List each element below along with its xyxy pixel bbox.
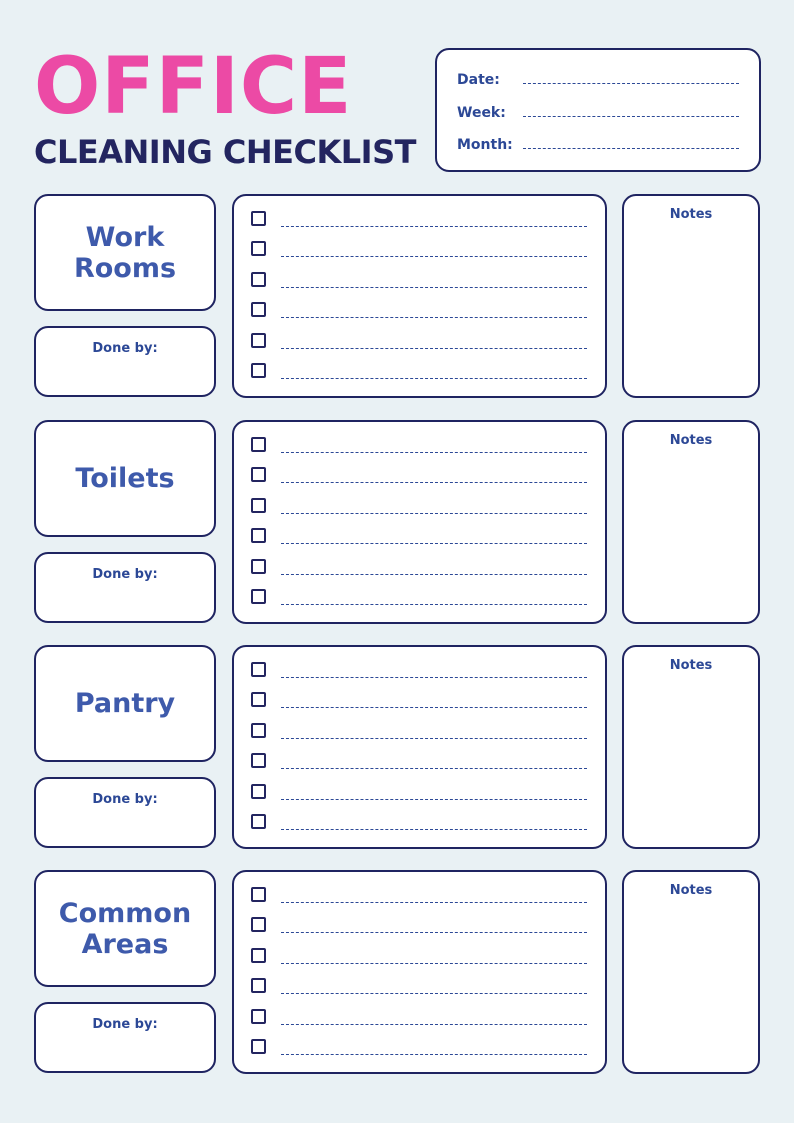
notes-label: Notes <box>669 883 713 898</box>
checklist-item[interactable] <box>251 917 587 933</box>
notes-label: Notes <box>669 433 713 448</box>
checkbox[interactable] <box>251 241 266 256</box>
write-line <box>281 799 587 800</box>
done-by-label: Done by: <box>92 1017 158 1032</box>
write-line <box>281 677 587 678</box>
done-by-label: Done by: <box>92 567 158 582</box>
write-line <box>281 738 587 739</box>
checkbox[interactable] <box>251 784 266 799</box>
write-line <box>281 932 587 933</box>
month-label: Month: <box>457 137 513 153</box>
checklist-item[interactable] <box>251 662 587 678</box>
section-pantry <box>0 645 794 849</box>
checkbox[interactable] <box>251 887 266 902</box>
write-line <box>281 963 587 964</box>
checklist-item[interactable] <box>251 948 587 964</box>
done-by-label: Done by: <box>92 792 158 807</box>
checkbox[interactable] <box>251 467 266 482</box>
section-name: Work Rooms <box>73 221 177 284</box>
checklist-item[interactable] <box>251 784 587 800</box>
write-line <box>281 317 587 318</box>
checklist-item[interactable] <box>251 589 587 605</box>
notes-label: Notes <box>669 658 713 673</box>
checklist-item[interactable] <box>251 753 587 769</box>
section-name: Toilets <box>75 463 175 494</box>
checkbox[interactable] <box>251 662 266 677</box>
checklist-item[interactable] <box>251 467 587 483</box>
checkbox[interactable] <box>251 589 266 604</box>
write-line <box>281 1024 587 1025</box>
checklist-item[interactable] <box>251 333 587 349</box>
date-label: Date: <box>457 72 500 88</box>
checkbox[interactable] <box>251 302 266 317</box>
write-line <box>281 574 587 575</box>
section-name-box <box>34 870 216 987</box>
checklist-item[interactable] <box>251 559 587 575</box>
checkbox[interactable] <box>251 917 266 932</box>
write-line <box>281 707 587 708</box>
checkbox[interactable] <box>251 272 266 287</box>
section-name-box <box>34 194 216 311</box>
notes-field[interactable] <box>622 194 760 398</box>
section-name: Common Areas <box>58 897 192 960</box>
write-line <box>281 993 587 994</box>
checkbox[interactable] <box>251 753 266 768</box>
checkbox[interactable] <box>251 333 266 348</box>
checklist-item[interactable] <box>251 692 587 708</box>
checkbox[interactable] <box>251 437 266 452</box>
section-name-box <box>34 420 216 537</box>
checklist-item[interactable] <box>251 211 587 227</box>
notes-field[interactable] <box>622 420 760 624</box>
week-line <box>523 116 739 117</box>
month-field[interactable] <box>457 133 739 153</box>
write-line <box>281 452 587 453</box>
checkbox[interactable] <box>251 948 266 963</box>
checklist-box <box>232 194 607 398</box>
checklist-item[interactable] <box>251 241 587 257</box>
checklist-item[interactable] <box>251 978 587 994</box>
checklist-item[interactable] <box>251 1009 587 1025</box>
checklist-item[interactable] <box>251 814 587 830</box>
checklist-item[interactable] <box>251 887 587 903</box>
done-by-field[interactable] <box>34 1002 216 1073</box>
checkbox[interactable] <box>251 814 266 829</box>
write-line <box>281 256 587 257</box>
checklist-box <box>232 645 607 849</box>
write-line <box>281 226 587 227</box>
done-by-field[interactable] <box>34 777 216 848</box>
write-line <box>281 1054 587 1055</box>
checklist-box <box>232 420 607 624</box>
checklist-item[interactable] <box>251 1039 587 1055</box>
write-line <box>281 378 587 379</box>
section-name: Pantry <box>74 688 176 719</box>
notes-label: Notes <box>669 207 713 222</box>
date-line <box>523 83 739 84</box>
page-title: OFFICE <box>34 42 353 132</box>
write-line <box>281 287 587 288</box>
section-common-areas <box>0 870 794 1074</box>
checkbox[interactable] <box>251 1039 266 1054</box>
write-line <box>281 604 587 605</box>
write-line <box>281 768 587 769</box>
section-work-rooms <box>0 194 794 398</box>
date-field[interactable] <box>457 68 739 88</box>
week-field[interactable] <box>457 101 739 121</box>
write-line <box>281 348 587 349</box>
checklist-item[interactable] <box>251 437 587 453</box>
section-name-box <box>34 645 216 762</box>
checkbox[interactable] <box>251 723 266 738</box>
checklist-box <box>232 870 607 1074</box>
write-line <box>281 482 587 483</box>
checklist-item[interactable] <box>251 272 587 288</box>
week-label: Week: <box>457 105 506 121</box>
month-line <box>523 148 739 149</box>
checkbox[interactable] <box>251 528 266 543</box>
checkbox[interactable] <box>251 498 266 513</box>
done-by-field[interactable] <box>34 552 216 623</box>
checklist-item[interactable] <box>251 363 587 379</box>
checkbox[interactable] <box>251 1009 266 1024</box>
write-line <box>281 513 587 514</box>
checklist-item[interactable] <box>251 498 587 514</box>
page-subtitle: CLEANING CHECKLIST <box>34 133 416 171</box>
checklist-item[interactable] <box>251 528 587 544</box>
write-line <box>281 829 587 830</box>
notes-field[interactable] <box>622 870 760 1074</box>
section-toilets <box>0 420 794 624</box>
write-line <box>281 543 587 544</box>
checkbox[interactable] <box>251 211 266 226</box>
checkbox[interactable] <box>251 559 266 574</box>
date-box <box>435 48 761 172</box>
write-line <box>281 902 587 903</box>
done-by-label: Done by: <box>92 341 158 356</box>
checklist-item[interactable] <box>251 723 587 739</box>
checkbox[interactable] <box>251 363 266 378</box>
done-by-field[interactable] <box>34 326 216 397</box>
checkbox[interactable] <box>251 692 266 707</box>
checklist-item[interactable] <box>251 302 587 318</box>
notes-field[interactable] <box>622 645 760 849</box>
checkbox[interactable] <box>251 978 266 993</box>
